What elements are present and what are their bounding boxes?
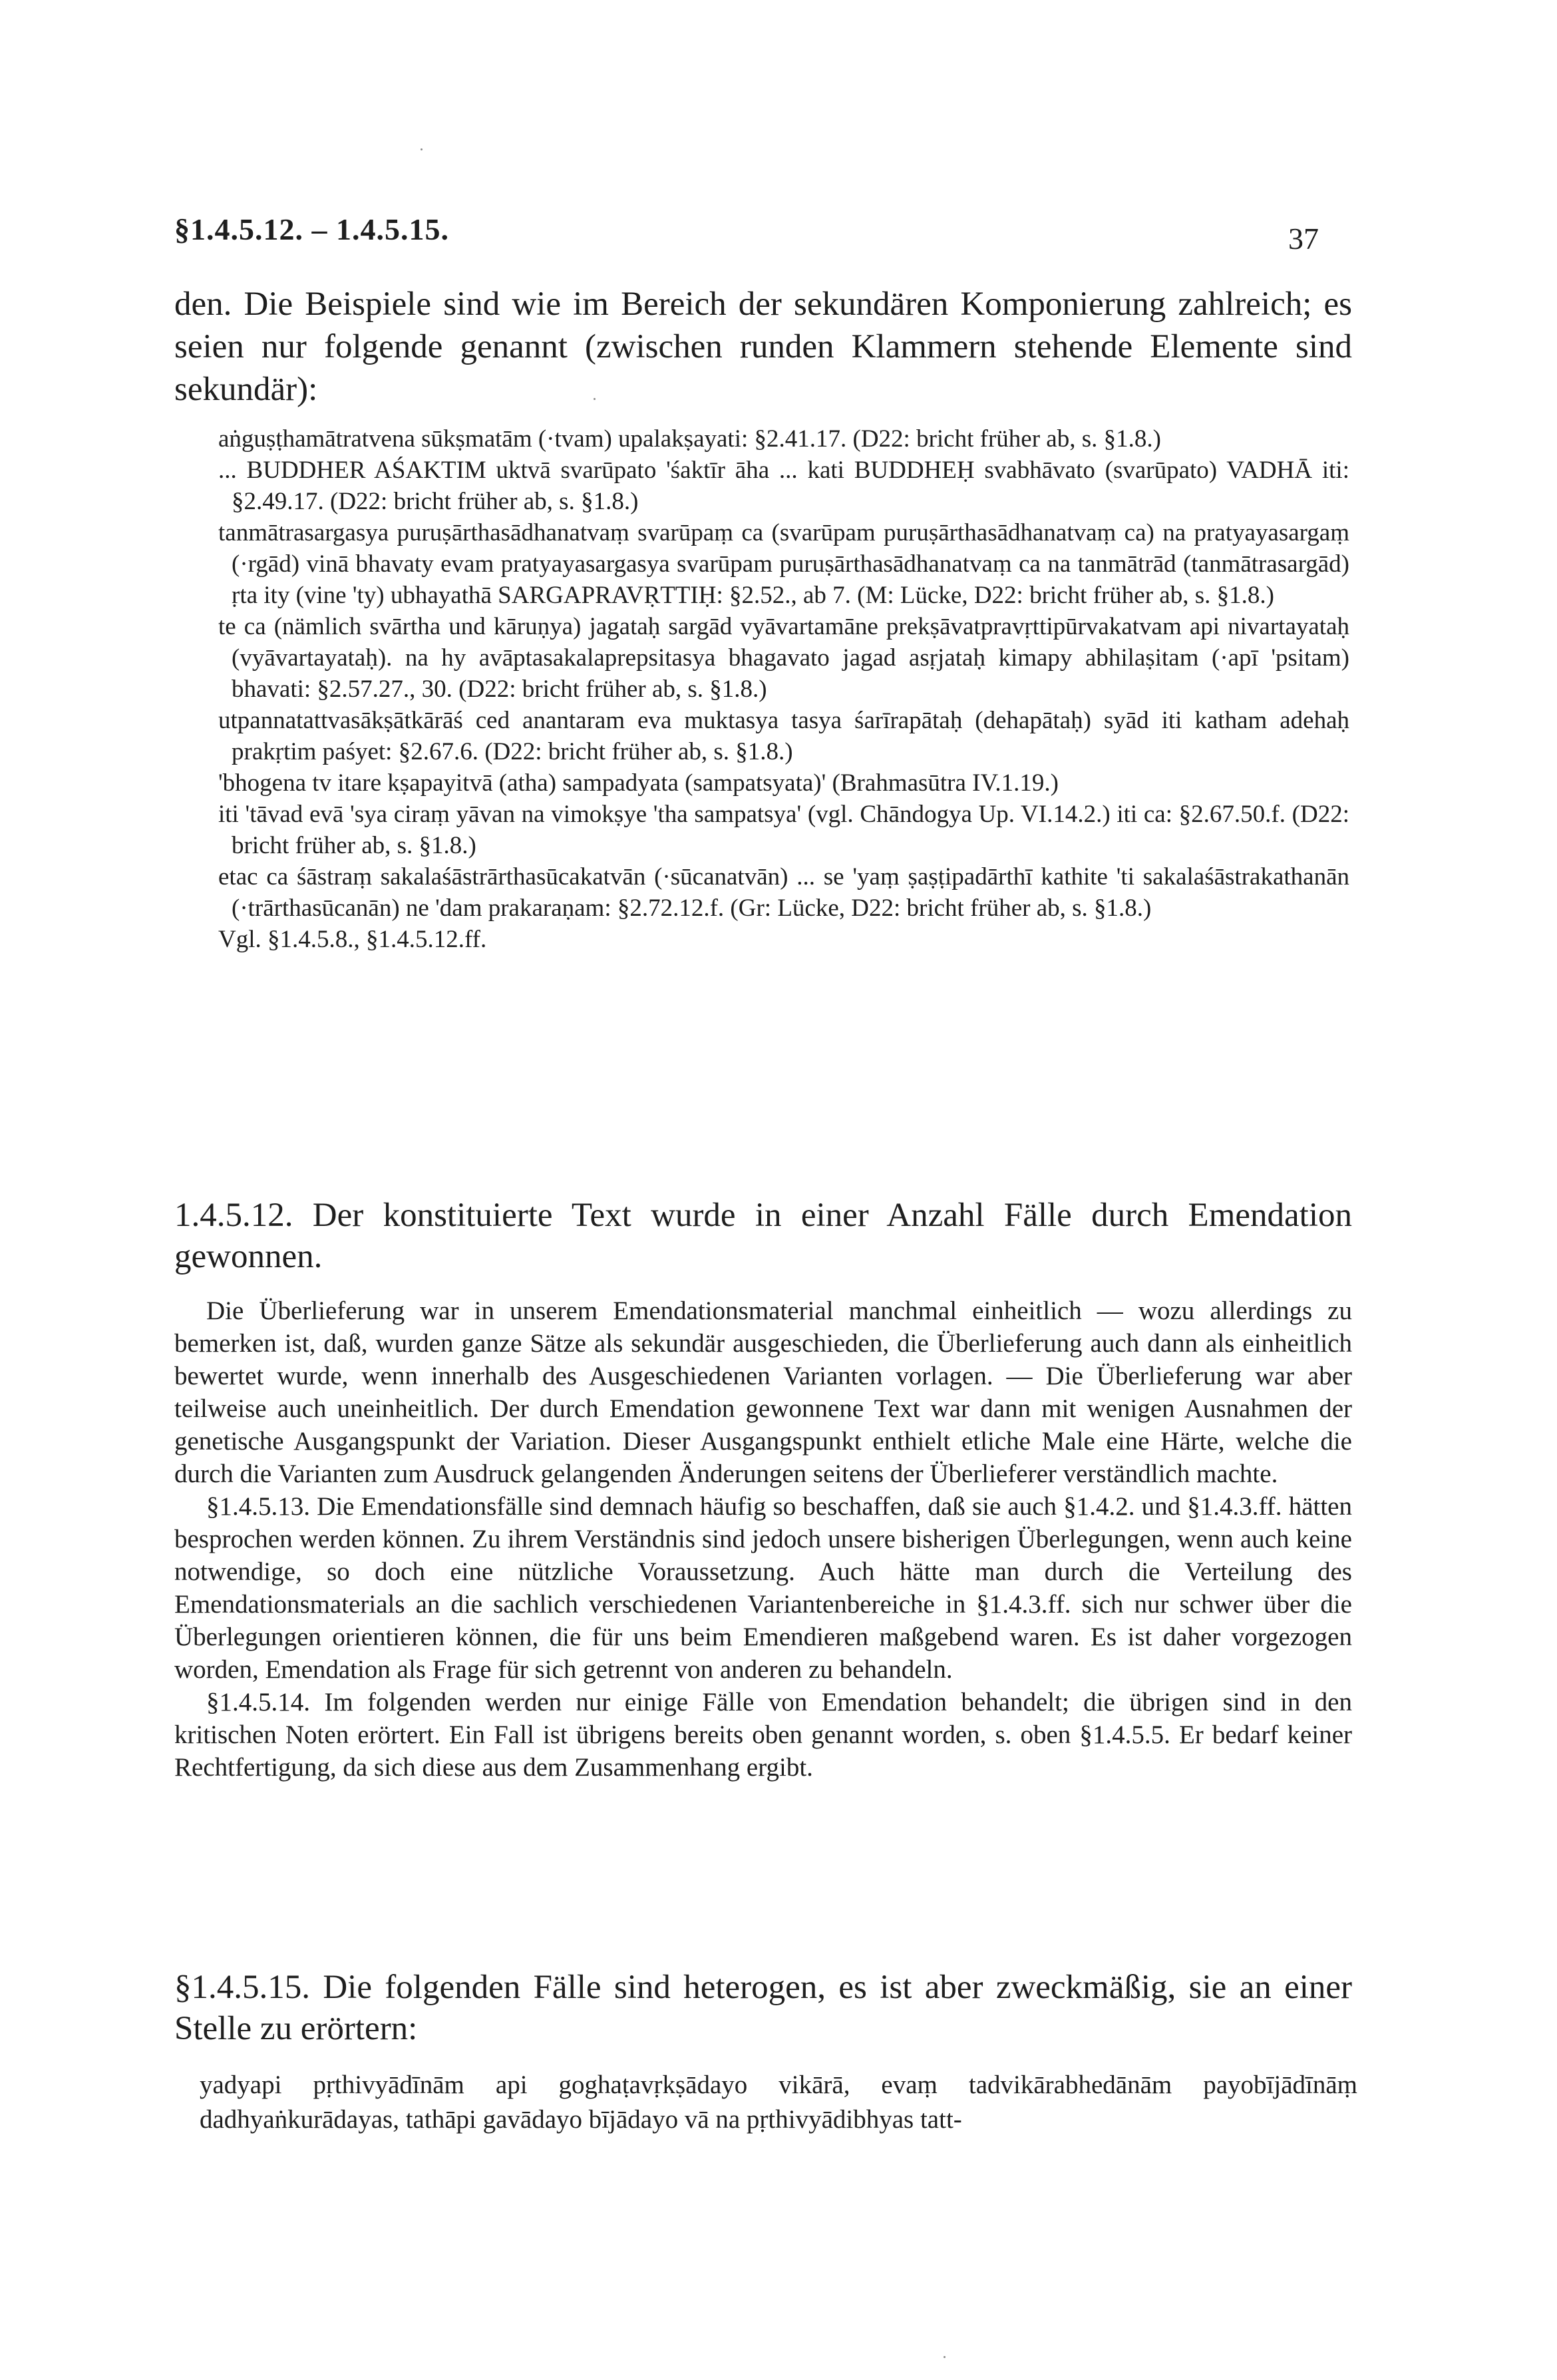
example-item: ... BUDDHER AŚAKTIM uktvā svarūpato 'śaktīr āha ... kati BUDDHEḤ svabhāvato (svarūpato) VADHĀ iti: §2.49.17. (D22: bricht früher ab, s. §1.8.)	[218, 457, 1349, 515]
example-item: te ca (nämlich svārtha und kāruṇya) jagataḥ sargād vyāvartamāne prekṣāvatpravṛttipūrvakatvam api nivartayataḥ (vyāvartayataḥ). na hy avāptasakalaprepsitasya bhagavato jagad asṛjataḥ kimapy abhilaṣitam (·apī 'psitam) bhavati: §2.57.27., 30. (D22: bricht früher ab, s. §1.8.)	[218, 613, 1349, 703]
section-1-4-5-14-body: §1.4.5.14. Im folgenden werden nur einige Fälle von Emendation behandelt; die übrigen sind in den kritischen Noten erörtert. Ein Fall ist übrigens bereits oben genannt worden, s. oben §1.4.5.5. Er bedarf keiner Rechtfertigung, da sich diese aus dem Zusammenhang ergibt.	[174, 1688, 1352, 1782]
example-item: Vgl. §1.4.5.8., §1.4.5.12.ff.	[218, 926, 487, 953]
print-speck	[944, 2356, 946, 2358]
example-item: etac ca śāstraṃ sakalaśāstrārthasūcakatvān (·sūcanatvān) ... se 'yaṃ ṣaṣṭipadārthī kathite 'ti sakalaśāstrakathanān (·trārthasūcanān) ne 'dam prakaraṇam: §2.72.12.f. (Gr: Lücke, D22: bricht früher ab, s. §1.8.)	[218, 863, 1349, 922]
section-heading-1-4-5-12: 1.4.5.12. Der konstituierte Text wurde in einer Anzahl Fälle durch Emendation gewonnen.	[174, 1197, 1352, 1275]
examples-list	[218, 423, 1349, 955]
section-1-4-5-13-body: §1.4.5.13. Die Emendationsfälle sind demnach häufig so beschaffen, daß sie auch §1.4.2. und §1.4.3.ff. hätten besprochen werden können. Zu ihrem Verständnis sind jedoch unsere bisherigen Überlegungen, wenn auch keine notwendige, so doch eine nützliche Voraussetzung. Auch hätte man durch die Verteilung des Emendationsmaterials an die sachlich verschiedenen Variantenbereiche in §1.4.3.ff. sich nur schwer über die Überlegungen orientieren können, die für uns beim Emendieren maßgebend waren. Es ist daher vorgezogen worden, Emendation als Frage für sich getrennt von anderen zu behandeln.	[174, 1492, 1352, 1684]
intro-paragraph: den. Die Beispiele sind wie im Bereich der sekundären Komponierung zahlreich; es seien nur folgende genannt (zwischen runden Klammern stehende Elemente sind sekundär):	[174, 286, 1352, 408]
print-speck	[594, 398, 596, 400]
print-speck	[421, 148, 423, 150]
running-head	[174, 212, 1319, 258]
section-body	[174, 1294, 1352, 1784]
closing-quote: yadyapi pṛthivyādīnām api goghaṭavṛkṣādayo vikārā, evaṃ tadvikārabhedānām payobījādīnāṃ dadhyaṅkurādayas, tathāpi gavādayo bījādayo vā na pṛthivyādibhyas tatt-	[200, 2071, 1357, 2134]
section-range-header: §1.4.5.12. – 1.4.5.15.	[174, 212, 449, 246]
section-1-4-5-12-body: Die Überlieferung war in unserem Emendationsmaterial manchmal einheitlich — wozu allerdings zu bemerken ist, daß, wurden ganze Sätze als sekundär ausgeschieden, die Überlieferung auch dann als einheitlich bewertet wurde, wenn innerhalb des Ausgeschiedenen Varianten vorlagen. — Die Überlieferung war aber teilweise auch uneinheitlich. Der durch Emendation gewonnene Text war dann mit wenigen Ausnahmen der genetische Ausgangspunkt der Variation. Dieser Ausgangspunkt enthielt etliche Male eine Härte, welche die durch die Varianten zum Ausdruck gelangenden Änderungen seitens der Überlieferer verständlich machte.	[174, 1296, 1352, 1488]
page-number: 37	[1288, 222, 1319, 256]
example-item: 'bhogena tv itare kṣapayitvā (atha) sampadyata (sampatsyata)' (Brahmasūtra IV.1.19.)	[218, 769, 1059, 797]
example-item: utpannatattvasākṣātkārāś ced anantaram eva muktasya tasya śarīrapātaḥ (dehapātaḥ) syād iti katham adehaḥ prakṛtim paśyet: §2.67.6. (D22: bricht früher ab, s. §1.8.)	[218, 707, 1349, 765]
example-item: iti 'tāvad evā 'sya ciraṃ yāvan na vimokṣye 'tha sampatsya' (vgl. Chāndogya Up. VI.14.2.) iti ca: §2.67.50.f. (D22: bricht früher ab, s. §1.8.)	[218, 801, 1349, 859]
example-item: tanmātrasargasya puruṣārthasādhanatvaṃ svarūpaṃ ca (svarūpam puruṣārthasādhanatvaṃ ca) na pratyayasargaṃ (·rgād) vinā bhavaty evam pratyayasargasya svarūpam puruṣārthasādhanatvaṃ ca na tanmātrād (tanmātrasargād) ṛta ity (vine 'ty) ubhayathā SARGAPRAVṚTTIḤ: §2.52., ab 7. (M: Lücke, D22: bricht früher ab, s. §1.8.)	[218, 519, 1349, 609]
section-1-4-5-15-paragraph: §1.4.5.15. Die folgenden Fälle sind heterogen, es ist aber zweckmäßig, sie an einer Stelle zu erörtern:	[174, 1969, 1352, 2047]
example-item: aṅguṣṭhamātratvena sūkṣmatām (·tvam) upalakṣayati: §2.41.17. (D22: bricht früher ab, s. §1.8.)	[218, 425, 1161, 453]
